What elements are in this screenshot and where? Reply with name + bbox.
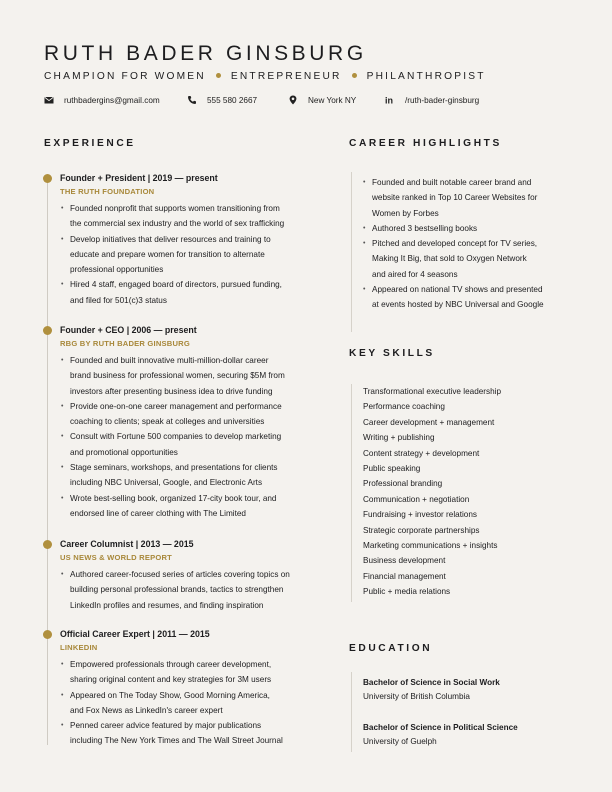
bullet-line: • Appeared on national TV shows and presented	[362, 282, 582, 297]
bullet-line: educate and prepare women for transition to alternate	[70, 249, 265, 259]
map-pin-icon	[288, 95, 298, 105]
bullet-line: • Founded and built notable career brand and	[362, 175, 582, 190]
job-title: Official Career Expert | 2011 — 2015	[60, 629, 210, 639]
skill-item: Public + media relations	[363, 587, 451, 597]
skill-item: Career development + management	[363, 417, 495, 427]
job-entry	[60, 324, 320, 521]
career-highlights-list	[362, 172, 582, 313]
bullet-line: • Appeared on The Today Show, Good Morning America,	[60, 688, 320, 703]
career-highlights-heading: CAREER HIGHLIGHTS	[349, 138, 502, 149]
job-title: Career Columnist | 2013 — 2015	[60, 539, 194, 549]
envelope-icon	[44, 95, 54, 105]
job-organization: THE RUTH FOUNDATION	[60, 187, 155, 196]
highlight-bullets	[362, 175, 582, 313]
contact-linkedin[interactable]	[385, 95, 479, 105]
bullet-line: Making It Big, that sold to Oxygen Network	[372, 254, 527, 264]
timeline-dot-icon	[43, 326, 52, 335]
skills-divider	[351, 384, 352, 602]
job-bullets	[60, 567, 320, 613]
education-divider	[351, 672, 352, 752]
skill-item: Professional branding	[363, 479, 443, 489]
job-bullets	[60, 353, 320, 521]
bullet-line: • Develop initiatives that deliver resources and training to	[60, 232, 320, 247]
key-skills-list	[363, 384, 501, 600]
education-heading: EDUCATION	[349, 643, 433, 654]
bullet-line: endorsed line of career clothing with The Limited	[70, 508, 246, 518]
bullet-line: • Authored career-focused series of articles covering topics on	[60, 567, 320, 582]
bullet-line: investors after presenting business idea to drive funding	[70, 386, 273, 396]
bullet-line: • Empowered professionals through career development,	[60, 657, 320, 672]
bullet-line: • Provide one-on-one career management and performance	[60, 399, 320, 414]
bullet-line: coaching to clients; speak at colleges and universities	[70, 417, 265, 427]
phone-text: 555 580 2667	[207, 95, 258, 105]
skill-item: Strategic corporate partnerships	[363, 525, 480, 535]
bullet-line: • Founded and built innovative multi-million-dollar career	[60, 353, 320, 368]
job-entry	[60, 172, 320, 308]
bullet-line: and Fox News as LinkedIn's career expert	[70, 705, 223, 715]
timeline-dot-icon	[43, 174, 52, 183]
bullet-line: LinkedIn profiles and resumes, and finding inspiration	[70, 600, 264, 610]
job-title: Founder + President | 2019 — present	[60, 173, 218, 183]
tagline-item: ENTREPRENEUR	[230, 71, 342, 82]
bullet-line: and filed for 501(c)3 status	[70, 295, 167, 305]
tagline	[44, 71, 486, 82]
job-entry	[60, 628, 320, 749]
phone-icon	[187, 95, 197, 105]
skill-item: Fundraising + investor relations	[363, 510, 478, 520]
school-name: University of British Columbia	[363, 692, 470, 701]
skill-item: Content strategy + development	[363, 448, 480, 458]
timeline-dot-icon	[43, 630, 52, 639]
contact-phone[interactable]	[187, 95, 257, 105]
candidate-name: RUTH BADER GINSBURG	[44, 42, 367, 65]
skill-item: Performance coaching	[363, 402, 445, 412]
bullet-line: and promotional opportunities	[70, 447, 178, 457]
job-organization: RBG BY RUTH BADER GINSBURG	[60, 339, 190, 348]
job-bullets	[60, 201, 320, 308]
skill-item: Business development	[363, 556, 446, 566]
linkedin-icon	[385, 95, 395, 105]
skill-item: Writing + publishing	[363, 433, 435, 443]
tagline-item: CHAMPION FOR WOMEN	[44, 71, 206, 82]
bullet-line: including NBC Universal, Google, and Electronic Arts	[70, 478, 263, 488]
bullet-line: brand business for professional women, securing $5M from	[70, 371, 285, 381]
bullet-line: • Authored 3 bestselling books	[362, 221, 582, 236]
bullet-dot-icon	[216, 73, 221, 78]
job-organization: LINKEDIN	[60, 643, 98, 652]
bullet-line: • Penned career advice featured by major publications	[60, 718, 320, 733]
job-organization: US NEWS & WORLD REPORT	[60, 553, 172, 562]
bullet-line: including The New York Times and The Wall Street Journal	[70, 736, 283, 746]
skill-item: Public speaking	[363, 464, 421, 474]
bullet-line: • Hired 4 staff, engaged board of directors, pursued funding,	[60, 277, 320, 292]
email-text: ruthbadergins@gmail.com	[64, 95, 160, 105]
degree-title: Bachelor of Science in Social Work	[363, 678, 500, 687]
tagline-item: PHILANTHROPIST	[366, 71, 486, 82]
contact-bar	[0, 95, 612, 109]
highlights-divider	[351, 172, 352, 332]
bullet-line: website ranked in Top 10 Career Websites for	[372, 193, 538, 203]
skill-item: Communication + negotiation	[363, 494, 470, 504]
skill-item: Marketing communications + insights	[363, 541, 498, 551]
bullet-line: Women by Forbes	[372, 208, 439, 218]
bullet-line: sharing original content and key strategies for 3M users	[70, 675, 272, 685]
bullet-line: building personal professional brands, tactics to strengthen	[70, 585, 284, 595]
skill-item: Financial management	[363, 571, 446, 581]
job-bullets	[60, 657, 320, 749]
bullet-line: • Founded nonprofit that supports women transitioning from	[60, 201, 320, 216]
spacer	[363, 704, 518, 721]
experience-heading: EXPERIENCE	[44, 138, 136, 149]
contact-email[interactable]	[44, 95, 160, 105]
bullet-line: • Pitched and developed concept for TV series,	[362, 236, 582, 251]
bullet-line: at events hosted by NBC Universal and Google	[372, 300, 544, 310]
bullet-line: professional opportunities	[70, 265, 164, 275]
bullet-dot-icon	[352, 73, 357, 78]
bullet-line: • Wrote best-selling book, organized 17-city book tour, and	[60, 491, 320, 506]
linkedin-text: /ruth-bader-ginsburg	[405, 95, 480, 105]
svg-text:in: in	[385, 95, 393, 105]
skill-item: Transformational executive leadership	[363, 387, 502, 396]
bullet-line: the commercial sex industry and the world of sex trafficking	[70, 219, 285, 229]
bullet-line: • Stage seminars, workshops, and presentations for clients	[60, 460, 320, 475]
timeline-dot-icon	[43, 540, 52, 549]
contact-location[interactable]	[288, 95, 356, 105]
timeline-line	[47, 180, 48, 745]
bullet-line: • Consult with Fortune 500 companies to develop marketing	[60, 429, 320, 444]
job-entry	[60, 538, 320, 613]
school-name: University of Guelph	[363, 737, 437, 746]
location-text: New York NY	[308, 95, 357, 105]
education-list	[363, 676, 518, 749]
degree-title: Bachelor of Science in Political Science	[363, 723, 518, 732]
key-skills-heading: KEY SKILLS	[349, 348, 435, 359]
job-title: Founder + CEO | 2006 — present	[60, 325, 197, 335]
bullet-line: and aired for 4 seasons	[372, 269, 458, 279]
